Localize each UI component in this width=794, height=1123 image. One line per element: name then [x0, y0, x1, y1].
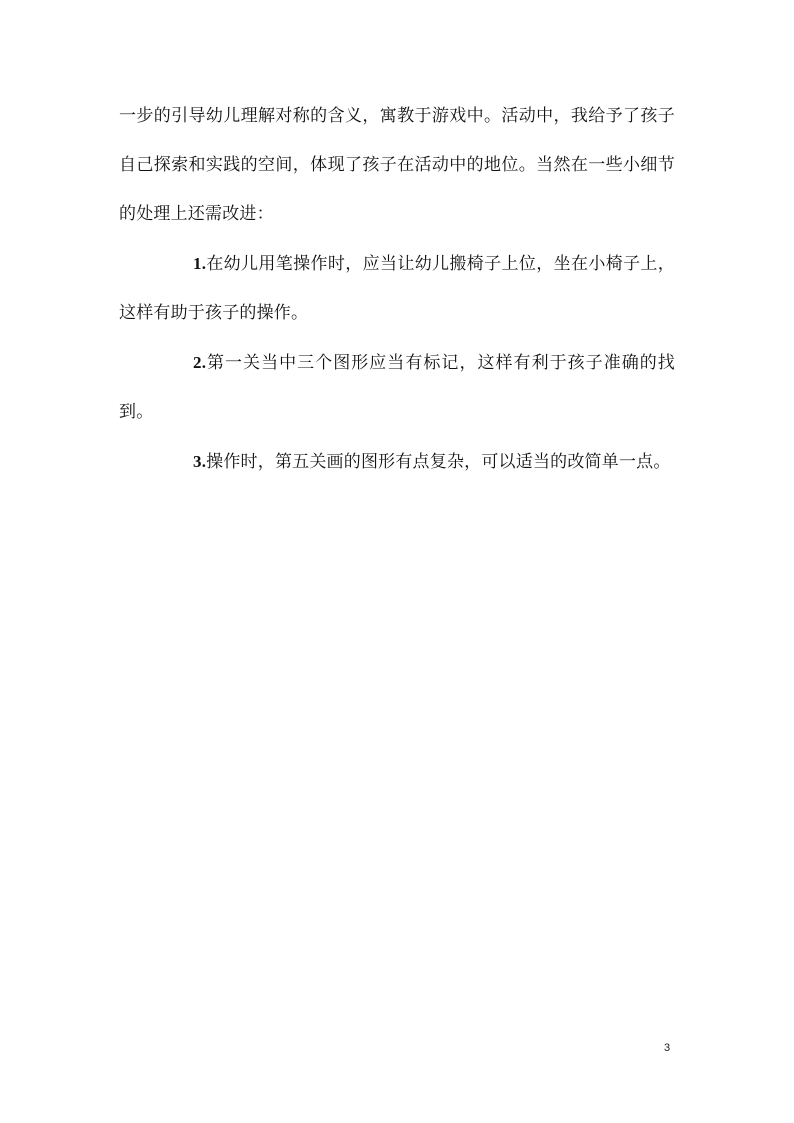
list-number: 3.: [193, 452, 207, 471]
paragraph-item-2: [119, 338, 675, 437]
list-number: 1.: [193, 254, 207, 273]
paragraph-text: 一步的引导幼儿理解对称的含义，寓教于游戏中。活动中，我给予了孩子自己探索和实践的空间，体现了孩子在活动中的地位。当然在一些小细节的处理上还需改进：: [119, 106, 675, 224]
paragraph-item-1: [119, 239, 675, 338]
paragraph-item-3: [119, 437, 675, 487]
paragraph-text: 在幼儿用笔操作时，应当让幼儿搬椅子上位，坐在小椅子上，这样有助于孩子的操作。: [119, 254, 675, 323]
page-number: 3: [664, 1042, 671, 1054]
document-body: [119, 92, 675, 487]
paragraph-intro: [119, 92, 675, 239]
paragraph-text: 第一关当中三个图形应当有标记，这样有利于孩子准确的找到。: [119, 353, 675, 422]
paragraph-text: 操作时，第五关画的图形有点复杂，可以适当的改简单一点。: [206, 452, 671, 472]
list-number: 2.: [193, 353, 207, 372]
